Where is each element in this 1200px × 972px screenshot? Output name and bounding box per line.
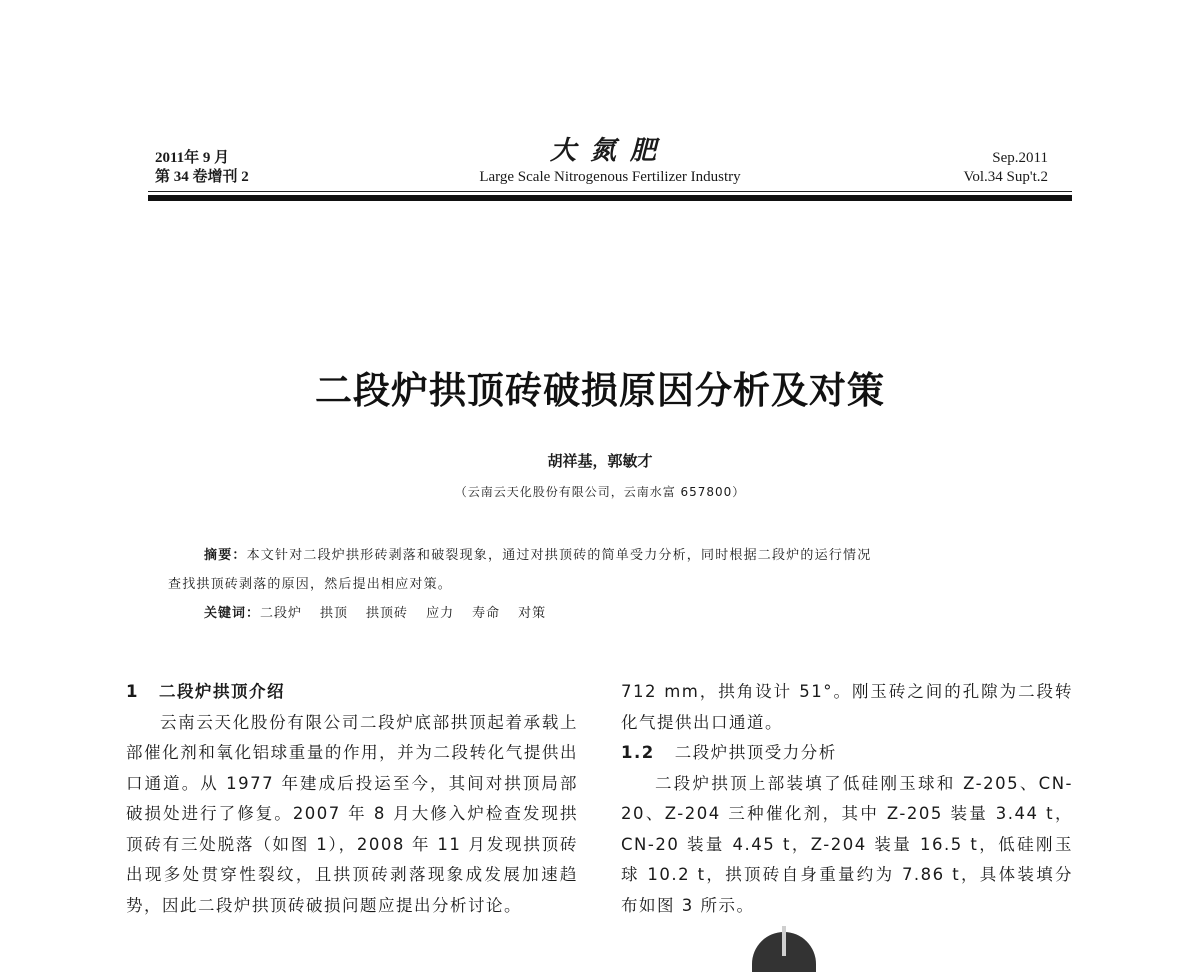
left-column — [126, 677, 578, 921]
section-1-heading — [126, 677, 578, 708]
section-number: 1 — [126, 682, 139, 701]
abstract-line-1 — [168, 541, 1038, 570]
section-title: 二段炉拱顶介绍 — [158, 682, 285, 701]
header-left — [155, 149, 249, 187]
section-number: 1.2 — [621, 743, 655, 762]
journal-masthead — [430, 134, 790, 186]
keyword: 对策 — [518, 606, 547, 621]
section-1-2-heading — [621, 738, 1073, 769]
paragraph-1-2: 二段炉拱顶上部装填了低硅刚玉球和 Z-205、CN-20、Z-204 三种催化剂，其中 Z-205 装量 3.44 t，CN-20 装量 4.45 t，Z-204 装量 16.5 t，低硅刚玉球 10.2 t，拱顶砖自身重量约为 7.86 t，具体装填分布如图 3 所示。 — [621, 773, 1073, 915]
header-rule-thick — [148, 195, 1072, 201]
abstract-text-2: 查找拱顶砖剥落的原因，然后提出相应对策。 — [168, 577, 453, 592]
paragraph-1: 云南云天化股份有限公司二段炉底部拱顶起着承载上部催化剂和氧化铝球重量的作用，并为二段转化气提供出口通道。从 1977 年建成后投运至今，其间对拱顶局部破损处进行了修复。2007 年 8 月大修入炉检查发现拱顶砖有三处脱落（如图 1），2008 年 11 月发现拱顶砖出现多处贯穿性裂纹，且拱顶砖剥落现象成发展加速趋势，因此二段炉拱顶砖破损问题应提出分析讨论。 — [126, 712, 578, 915]
abstract-text-1: 本文针对二段炉拱形砖剥落和破裂现象，通过对拱顶砖的简单受力分析，同时根据二段炉的运行情况 — [246, 548, 872, 563]
header-date-cn: 2011年 9 月 — [155, 150, 230, 166]
keyword: 二段炉 — [260, 606, 303, 621]
keyword: 拱顶 — [320, 606, 349, 621]
journal-name-en: Large Scale Nitrogenous Fertilizer Industry — [479, 169, 741, 185]
paragraph-continued: 712 mm，拱角设计 51°。刚玉砖之间的孔隙为二段转化气提供出口通道。 — [621, 682, 1073, 732]
article-affiliation: （云南云天化股份有限公司，云南水富 657800） — [454, 485, 746, 499]
article-title: 二段炉拱顶砖破损原因分析及对策 — [315, 369, 885, 412]
journal-name-cn: 大氮肥 — [549, 136, 670, 166]
header-date-en: Sep.2011 — [992, 150, 1048, 166]
abstract — [168, 541, 1038, 599]
keyword: 寿命 — [472, 606, 501, 621]
keywords — [204, 599, 564, 628]
header-issue-cn: 第 34 卷增刊 2 — [155, 169, 249, 185]
header-right — [963, 149, 1048, 187]
keyword: 应力 — [426, 606, 455, 621]
keywords-label: 关键词： — [204, 606, 261, 621]
abstract-label: 摘要： — [204, 548, 247, 563]
article-authors: 胡祥基，郭敏才 — [547, 452, 653, 470]
keyword: 拱顶砖 — [366, 606, 409, 621]
section-title: 二段炉拱顶受力分析 — [674, 743, 837, 762]
header-rule-thin — [148, 191, 1072, 192]
header-issue-en: Vol.34 Sup't.2 — [963, 169, 1048, 185]
right-column — [621, 677, 1073, 921]
